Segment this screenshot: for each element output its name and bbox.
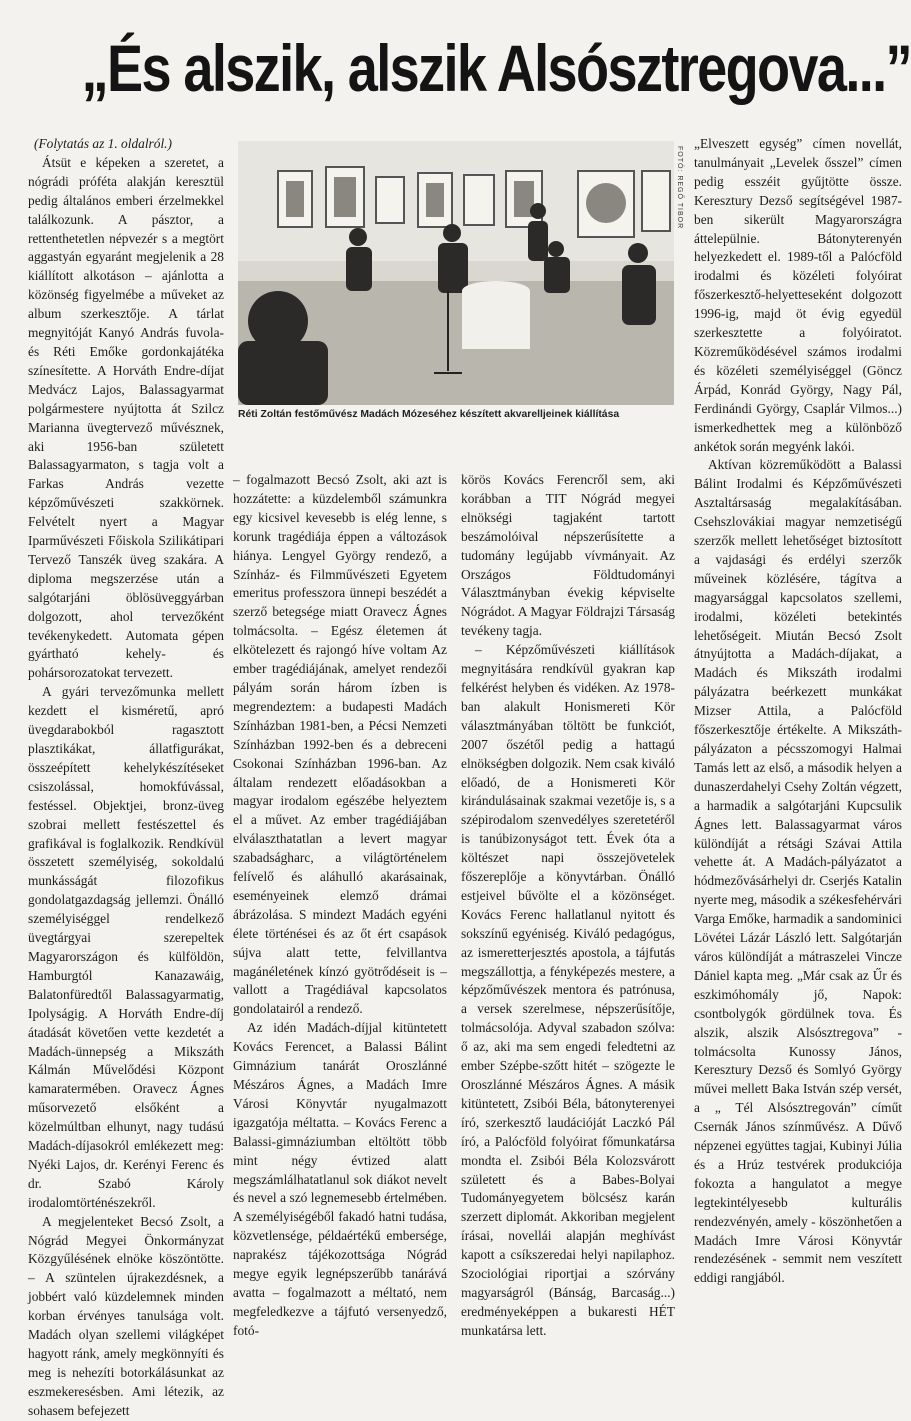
photo-credit: FOTÓ: REGŐ TIBOR: [676, 146, 683, 230]
paragraph: „Elveszett egység” címen novellát, tanulmányait „Levelek ősszel” címen pedig esszéit gyűjtötte össze. Keresztury Dezső segítségével 1987-ben sikerült Magyarországra áttelepülnie. Bátonyterenyén helyezkedett el. 1989-től a Palócföld irodalmi és közéleti folyóirat főszerkesztő-helyetteseként dolgozott 1996-ig, majd öt évig egyedül szerkesztette a folyóiratot. Közreműködésével számos irodalmi és közéleti személyiséggel (Göncz Árpád, Konrád György, Nagy Pál, Ferdinándi György, Csaplár Vilmos...) ismerkedhettek meg a különböző ankétok során megyénk lakói.: [694, 136, 902, 454]
article-column-3: [461, 471, 675, 1367]
article-headline: „És alszik, alszik Alsósztregova...”: [81, 31, 911, 105]
paragraph: A megjelenteket Becsó Zsolt, a Nógrád Megyei Önkormányzat Közgyűlésének elnöke köszöntötte. – A szüntelen újrakezdésnek, a jobbért való küzdelemnek minden korban érvényes tanulsága volt. Madách olyan szellemi világképet hagyott ránk, amely megkönnyíti és meg is nehezíti botorkálásunkat az eszmekeresésben. Ami létezik, az sohasem befejezett: [28, 1213, 224, 1418]
article-column-1: [28, 135, 224, 1418]
photo-illustration: [238, 141, 674, 405]
continuation-note: (Folytatás az 1. oldalról.): [34, 136, 172, 151]
article-column-4: [694, 135, 902, 1367]
paragraph: Átsüt e képeken a szeretet, a nógrádi próféta alakján keresztül pedig általános emberi érzelmekkel találkozunk. A pásztor, a rettenthetetlen népvezér s a megtört aggastyán egyaránt megjelenik a 28 kiállított alkotáson – ajánlotta a közönség figyelmébe a műveket az album szerkesztője. A tárlat megnyitóját Kanyó András fuvola- és Réti Emőke gordonkajátéka színesítette. A Horváth Endre-díjat Medvácz Lajos, Balassagyarmat polgármestere nyújtotta át Szilcz Marianna üvegtervező művésznek, aki 1956-ban született Balassagyarmaton, s tagja volt a Farkas András vezette képzőművészeti szakkörnek. Felvételt nyert a Magyar Iparművészeti Főiskola Szilikátipari Tervező Tanszék üveg szakára. A diploma megszerzése után a salgótarjáni öblösüveggyárban dolgozott, ahol tervezőként tevékenykedett. Automata gépen gyártható kehely- és pohársorozatokat tervezett.: [28, 154, 224, 681]
exhibition-photo: [238, 141, 674, 405]
paragraph: Az idén Madách-díjjal kitüntetett Kovács Ferencet, a Balassi Bálint Gimnázium tanárát Oroszlánné Mészáros Ágnes, a Madách Imre Városi Könyvtár nyugalmazott igazgatója méltatta. – Kovács Ferenc a Balassi-gimnáziumban eltöltött több mint négy évtized alatt megszámlálhatatlanul sok diákot nevelt és nevel a szó legnemesebb értelmében. A személyiségéből fakadó hatni tudása, közvetlensége, példaértékű embersége, naprakész tájékozottsága Nógrád megye egyik legnépszerűbb tanárává avatta – fogalmazott a méltató, nem megfeledkezve a tájfutó versenyedző, fotó-: [233, 1020, 447, 1338]
paragraph: – Képzőművészeti kiállítások megnyitására rendkívül gyakran kap felkérést helyben és vidéken. Az 1978-ban alakult Honismereti Kör választmányában töltött be funkciót, 2007 őszétől pedig a hattagú elnökségben dolgozik. Nem csak kiváló előadó, de a Honismereti Kör kirándulásainak szakmai vezetője is, s a szépirodalom szenvedélyes szeretetéről is tanúbizonyságot tett. Évek óta a költészet napi összejövetelek főszereplője a könyvtárban. Önálló estjeivel bűvölte el a közönséget. Kovács Ferenc hallatlanul nyitott és sokszínű egyéniség. Kiváló pedagógus, az ismeretterjesztés apostola, a tájfutás megszállottja, a fényképezés mestere, a képzőművészek mentora és patrónusa, a versek szerelmese, népszerűsítője, tolmácsolója. Adyval szabadon szólva: ő az, aki ma sem engedi feledtetni az ember Szépbe-szőtt hitét – szögezte le Oroszlánné Mészáros Ágnes. A másik kitüntetett, Zsibói Béla, bátonyterenyei író, szerkesztő laudációját Laczkó Pál író, a Palócföld folyóirat főmunkatársa mondta el. Zsibói Béla Kolozsvárott született és a Babes-Bolyai Tudományegyetem bölcsész karán szerzett diplomát. Akkoriban megjelent írásai, novellái alapján meghívást kapott a csíkszeredai helyi napilaphoz. Szociológiai riportjai a szórvány magyarságról (Bánság, Barcaság...) eredményeképpen a bukaresti HÉT munkatársa lett.: [461, 642, 675, 1338]
paragraph: Aktívan közreműködött a Balassi Bálint Irodalmi és Képzőművészeti Asztaltársaság megalakításában. Csehszlovákiai magyar nemzetiségű szerzők mellett lehetőséget biztosított a vajdasági és erdélyi szerzők műveinek közlésére, tágítva a magyarsággal kapcsolatos szellemi, irodalmi, közéleti betekintés lehetőségeit. Miután Becsó Zsolt átnyújtotta a Madách-díjakat, a Madách és Mikszáth irodalmi pályázatra beérkezett munkákat Mizser Attila, a Palócföld főszerkesztője értékelte. A Mikszáth-pályázaton a pécsszomogyi Halmai Tamás lett az első, a második helyen a dunaszerdahelyi Csehy Zoltán végzett, a harmadik a salgótarjáni Kupcsulik Ágnes lett. Balassagyarmat város különdíját a rétsági Szávai Attila vehette át. A Madách-pályázatot a hódmezővásárhelyi dr. Cserjés Katalin nyerte meg, második a székesfehérvári Varga Emőke, harmadik a sandominici Lövétei Lázár László lett. Salgótarján város különdíját a mátraszelei Vincze Dániel kapta meg. „Már csak az Űr és eszkimóhomály jő, Napok: csontbolygók gördülnek tova. És alszik, alszik Alsósztregova” - tolmácsolta Kunossy János, Keresztury Dezső és Somlyó György művei mellett Baka István szép versét, a „ Tél Alsósztregován” címűt Csernák János színművész. A Dűvő népzenei együttes tagjai, Kubinyi Júlia és a Hrúz testvérek produkciója fokozta a hangulatot a megye legtekintélyesebb kulturális rendezvényén, amely - köszönhetően a Madách Imre Városi Könyvtár rendezésének - semmit nem veszített eddigi rangjából.: [694, 457, 902, 1286]
paragraph: A gyári tervezőmunka mellett kezdett el kisméretű, apró üvegdarabokból ragasztott plasztikákat, állatfigurákat, összeépített kehelykészítéseket csiszolással, homokfúvással, festéssel. Objektjei, bronz-üveg szobrai mellett festészettel és grafikával is foglalkozik. Rendkívül összetett személyiség, sokoldalú munkásságát filozofikus gondolatgazdagság jellemzi. Önálló személyiséggel rendelkező üvegtárgyai szerepeltek Magyarországon és külföldön, Hamburgtól Kanazawáig, Balatonfüredtől Balassagyarmatig, Ipolyságig. A Horváth Endre-díj átadását követően vette kezdetét a Madách-ünnepség a Mikszáth Kálmán Művelődési Központ kamaratermében. Oravecz Ágnes műsorvezető elsőként a közelmúltban elhunyt, nagy tudású Madách-díjasokról emlékezett meg: Nyéki Lajos, dr. Kerényi Ferenc és dr. Szabó Károly irodalomtörténészekről.: [28, 684, 224, 1210]
photo-caption: Réti Zoltán festőművész Madách Mózeséhez készített akvarelljeinek kiállítása: [238, 409, 620, 420]
paragraph: körös Kovács Ferencről sem, aki korábban a TIT Nógrád megyei elnökségi tagjaként tartott beszámolóival népszerűsítette a tudomány legújabb vívmányait. Az Országos Földtudományi Választmányban évekig képviselte Nógrádot. A Magyar Földrajzi Társaság tevékeny tagja.: [461, 472, 675, 639]
article-column-2: [233, 471, 447, 1367]
paragraph: – fogalmazott Becsó Zsolt, aki azt is hozzátette: a küzdelemből számunkra egy kicsivel kevesebb is elég lenne, s korunk tragédiája éppen a változások hiánya. Lengyel György rendező, a Színház- és Filmművészeti Egyetem emeritus professzora ünnepi beszédét a szerző betegsége miatt Oravecz Ágnes tolmácsolta. – Egész életemen át elkötelezett és rajongó híve voltam Az ember tragédiájának, amelyet rendezői pályám során három ízben is megrendeztem: a budapesti Madách Színházban 1981-ben, a Pécsi Nemzeti Színházban 1992-ben és a debreceni Csokonai Színházban 1996-ban. Az általam rendezett előadásokban a magyar irodalom egészébe helyeztem el a művet. Az ember tragédiájában elválaszthatatlan a levert magyar szabadságharc, a világtörténelem felívelő és aláhulló akarásainak, eseményeinek elemző drámai ábrázolása. S mindezt Madách egyéni élete történései és az őt ért csapások sújva alatt tette, felvillantva magánéletének kínzó gyötrődéseit is – vallott a Tragédiával kapcsolatos gondolatairól a rendező.: [233, 472, 447, 1017]
